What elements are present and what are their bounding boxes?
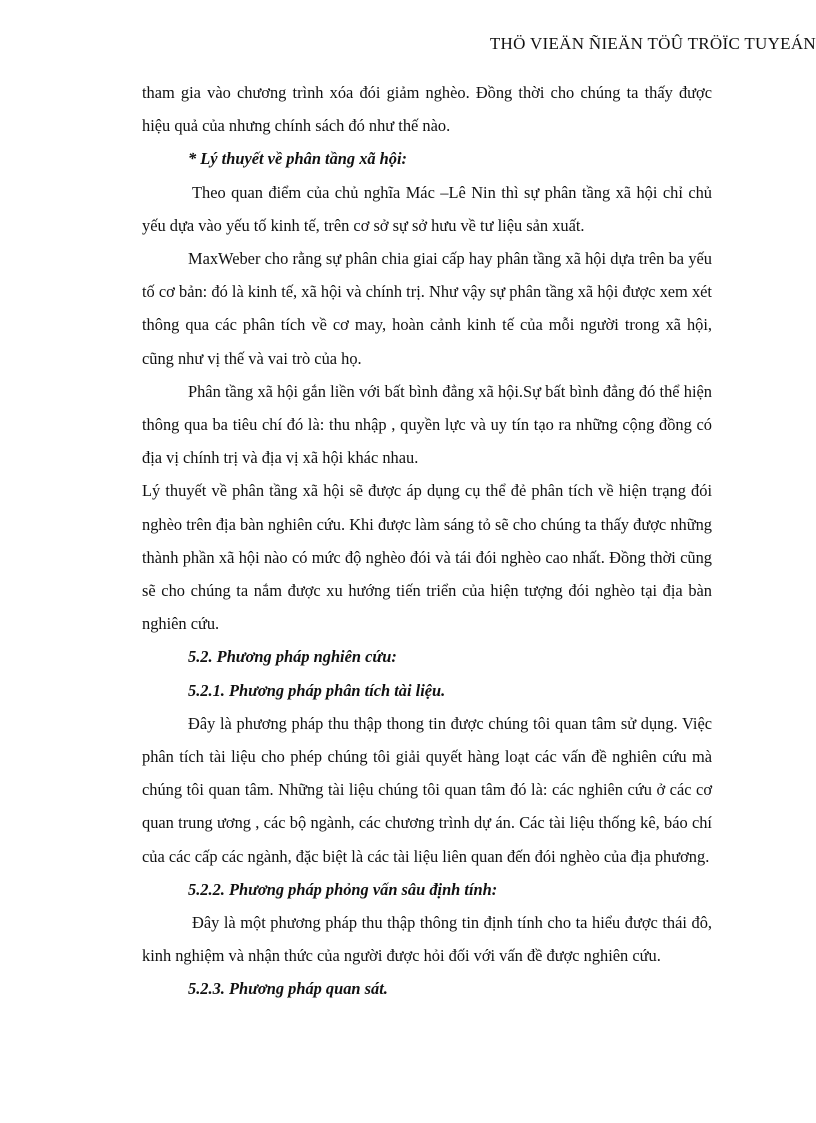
paragraph-intro: tham gia vào chương trình xóa đói giảm nghèo. Đồng thời cho chúng ta thấy được hiệu quả của nhưng chính sách đó như thế nào. <box>142 83 712 136</box>
page-header: THÖ VIEÄN ÑIEÄN TÖÛ TRÖÏC TUYEÁN <box>489 34 816 53</box>
heading-document-analysis: 5.2.1. Phương pháp phân tích tài liệu. <box>188 680 446 700</box>
heading-in-depth-interview: 5.2.2. Phương pháp phỏng vấn sâu định tính: <box>188 879 498 899</box>
paragraph-marxist-view: Theo quan điểm của chủ nghĩa Mác –Lê Nin thì sự phân tầng xã hội chỉ chủ yếu dựa vào yếu tố kinh tế, trên cơ sở sự sở hưu về tư liệu sản xuất. <box>142 182 712 235</box>
heading-research-methods: 5.2. Phương pháp nghiên cứu: <box>188 647 397 667</box>
paragraph-document-analysis: Đây là phương pháp thu thập thong tin được chúng tôi quan tâm sử dụng. Việc phân tích tài liệu cho phép chúng tôi giải quyết hàng loạt các vấn đề nghiên cứu mà chúng tôi quan tâm. Những tài liệu chúng tôi quan tâm đó là: các nghiên cứu ở các cơ quan trung ương , các bộ ngành, các chương trình dự án. Các tài liệu thống kê, báo chí của các cấp các ngành, đặc biệt là các tài liệu liên quan đến đói nghèo của địa phương. <box>142 713 712 866</box>
heading-observation: 5.2.3. Phương pháp quan sát. <box>188 979 388 999</box>
paragraph-theory-application: Lý thuyết về phân tầng xã hội sẽ được áp dụng cụ thể đẻ phân tích về hiện trạng đói nghèo trên địa bàn nghiên cứu. Khi được làm sáng tỏ sẽ cho chúng ta thấy được những thành phần xã hội nào có mức độ nghèo đói và tái đói nghèo cao nhất. Đồng thời cũng sẽ cho chúng ta nắm được xu hướng tiến triển của hiện tượng đói nghèo tại địa bàn nghiên cứu. <box>142 481 712 634</box>
paragraph-in-depth-interview: Đây là một phương pháp thu thập thông tin định tính cho ta hiểu được thái đô, kinh nghiệm và nhận thức của người được hỏi đối với vấn đề được nghiên cứu. <box>142 913 712 966</box>
document-body <box>142 76 712 1006</box>
paragraph-maxweber: MaxWeber cho rằng sự phân chia giai cấp hay phân tầng xã hội dựa trên ba yếu tố cơ bản: đó là kinh tế, xã hội và chính trị. Như vậy sự phân tầng xã hội được xem xét thông qua các phân tích về cơ may, hoàn cảnh kinh tế của mỗi người trong xã hội, cũng như vị thế và vai trò của họ. <box>142 249 712 368</box>
paragraph-inequality: Phân tầng xã hội gắn liền với bất bình đẳng xã hội.Sự bất bình đẳng đó thể hiện thông qua ba tiêu chí đó là: thu nhập , quyền lực và uy tín tạo ra những cộng đồng có địa vị chính trị và địa vị xã hội khác nhau. <box>142 381 712 468</box>
heading-social-stratification-theory: * Lý thuyết về phân tầng xã hội: <box>188 149 408 169</box>
